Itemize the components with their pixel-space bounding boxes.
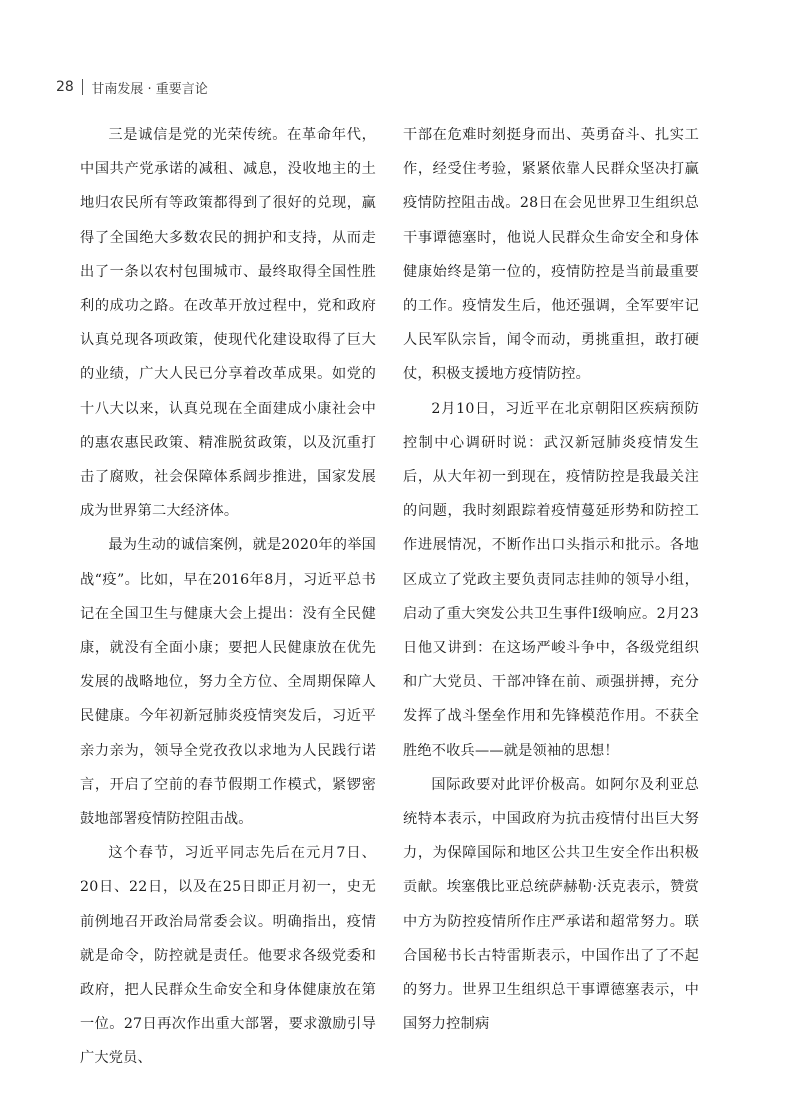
section-title: 甘南发展 · 重要言论	[91, 81, 208, 97]
right-column	[403, 118, 699, 1041]
paragraph-continuation: 干部在危难时刻挺身而出、英勇奋斗、扎实工作，经受住考验，紧紧依靠人民群众坚决打赢疫情防控阻击战。28日在会见世界卫生组织总干事谭德塞时，他说人民群众生命安全和身体健康始终是第一位的，疫情防控是当前最重要的工作。疫情发生后，他还强调，全军要牢记人民军队宗旨，闻令而动，勇挑重担，敢打硬仗，积极支援地方疫情防控。	[403, 127, 699, 383]
page-number: 28	[56, 79, 74, 95]
paragraph: 国际政要对此评价极高。如阿尔及利亚总统特本表示，中国政府为抗击疫情付出巨大努力，为保障国际和地区公共卫生安全作出积极贡献。埃塞俄比亚总统萨赫勒·沃克表示，赞赏中方为防控疫情所作庄严承诺和超常努力。联合国秘书长古特雷斯表示，中国作出了了不起的努力。世界卫生组织总干事谭德塞表示，中国努力控制病	[403, 776, 699, 1033]
running-header	[56, 76, 208, 98]
left-column	[80, 118, 376, 1076]
paragraph: 这个春节，习近平同志先后在元月7日、20日、22日，以及在25日即正月初一，史无前例地召开政治局常委会议。明确指出，疫情就是命令，防控就是责任。他要求各级党委和政府，把人民群众生命安全和身体健康放在第一位。27日再次作出重大部署，要求激励引导广大党员、	[80, 845, 376, 1067]
header-divider	[82, 79, 84, 95]
paragraph: 2月10日，习近平在北京朝阳区疾病预防控制中心调研时说：武汉新冠肺炎疫情发生后，从大年初一到现在，疫情防控是我最关注的问题，我时刻跟踪着疫情蔓延形势和防控工作进展情况，不断作出口头指示和批示。各地区成立了党政主要负责同志挂帅的领导小组，启动了重大突发公共卫生事件I级响应。2月23日他又讲到：在这场严峻斗争中，各级党组织和广大党员、干部冲锋在前、顽强拼搏，充分发挥了战斗堡垒作用和先锋模范作用。不获全胜绝不收兵——就是领袖的思想！	[403, 400, 699, 759]
paragraph: 最为生动的诚信案例，就是2020年的举国战“疫”。比如，早在2016年8月，习近平总书记在全国卫生与健康大会上提出：没有全民健康，就没有全面小康；要把人民健康放在优先发展的战略地位，努力全方位、全周期保障人民健康。今年初新冠肺炎疫情突发后，习近平亲力亲为，领导全党孜孜以求地为人民践行诺言，开启了空前的春节假期工作模式，紧锣密鼓地部署疫情防控阻击战。	[80, 537, 376, 828]
paragraph: 三是诚信是党的光荣传统。在革命年代，中国共产党承诺的减租、减息，没收地主的土地归农民所有等政策都得到了很好的兑现，赢得了全国绝大多数农民的拥护和支持，从而走出了一条以农村包围城市、最终取得全国性胜利的成功之路。在改革开放过程中，党和政府认真兑现各项政策，使现代化建设取得了巨大的业绩，广大人民已分享着改革成果。如党的十八大以来，认真兑现在全面建成小康社会中的惠农惠民政策、精准脱贫政策，以及沉重打击了腐败，社会保障体系阔步推进，国家发展成为世界第二大经济体。	[80, 127, 376, 520]
